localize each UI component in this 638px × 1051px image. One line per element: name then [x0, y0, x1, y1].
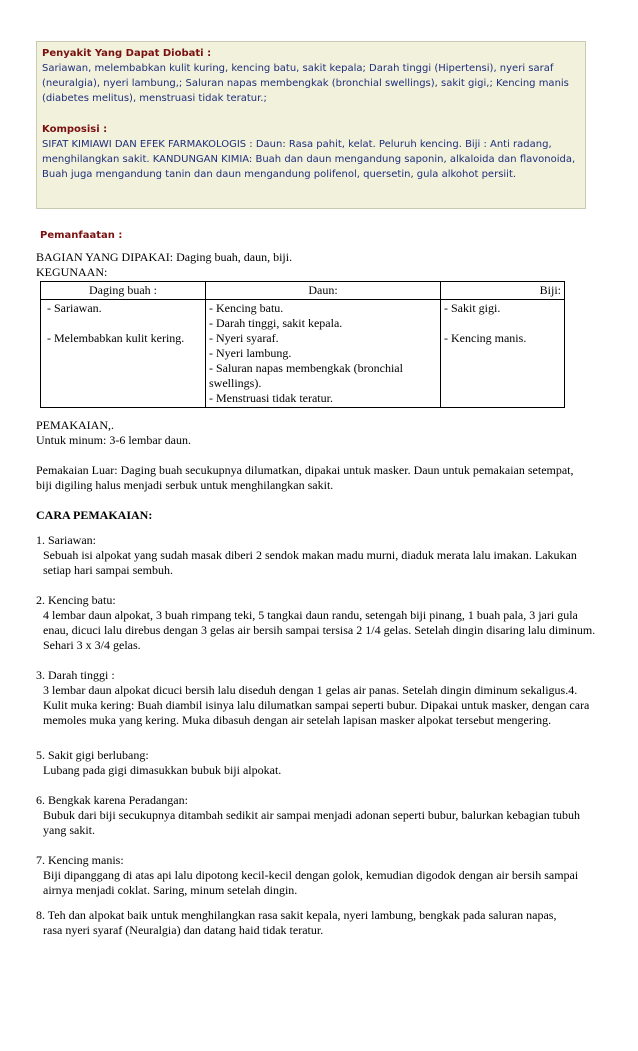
item-head: 8. Teh dan alpokat baik untuk menghilangkan rasa sakit kepala, nyeri lambung, bengkak pada saluran napas,	[36, 908, 557, 922]
table-header-cell: Daging buah :	[41, 282, 206, 300]
item-head: 5. Sakit gigi berlubang:	[36, 748, 149, 762]
item-head: 7. Kencing manis:	[36, 853, 124, 867]
penyakit-title: Penyakit Yang Dapat Diobati :	[42, 48, 212, 59]
item-head: 2. Kencing batu:	[36, 593, 116, 607]
item-head: 1. Sariawan:	[36, 533, 96, 547]
komposisi-text: SIFAT KIMIAWI DAN EFEK FARMAKOLOGIS : Daun: Rasa pahit, kelat. Peluruh kencing. Biji : Anti radang, menghilangkan sakit. KANDUNGAN KIMIA: Buah dan daun mengandung saponin, alkaloida dan flavonoida, Buah juga mengandung tanin dan daun mengandung polifenol, quersetin, gula alkohot persiit.	[42, 139, 576, 180]
item-body: 4 lembar daun alpokat, 3 buah rimpang teki, 5 tangkai daun randu, setengah biji pinang, 1 buah pala, 3 jari gula enau, dicuci lalu direbus dengan 3 gelas air bersih sampai tersisa 2 1/4 gelas. Setelah dingin disaring lalu diminum. Sehari 3 x 3/4 gelas.	[43, 608, 596, 652]
item-head: 3. Darah tinggi :	[36, 668, 115, 682]
table-cell-daging	[41, 300, 206, 408]
luar-text: Pemakaian Luar: Daging buah secukupnya dilumatkan, dipakai untuk masker. Daun untuk pemakaian setempat, biji digiling halus menjadi serbuk untuk menghilangkan sakit.	[36, 463, 574, 492]
cell-line: - Nyeri lambung.	[209, 346, 292, 360]
list-item	[36, 853, 596, 898]
table-cell-daun	[206, 300, 441, 408]
pemakaian-heading: PEMAKAIAN,.	[36, 418, 114, 432]
cell-line: - Nyeri syaraf.	[209, 331, 279, 345]
cell-line	[44, 316, 202, 331]
penyakit-section	[42, 46, 582, 106]
pemanfaatan-heading: Pemanfaatan :	[40, 230, 123, 241]
item-body: Bubuk dari biji secukupnya ditambah sedikit air sampai menjadi adonan seperti bubur, balurkan kebagian tubuh yang sakit.	[43, 808, 581, 837]
cell-line: - Sakit gigi.	[444, 301, 501, 315]
item-head: 6. Bengkak karena Peradangan:	[36, 793, 188, 807]
kegunaan-text: KEGUNAAN:	[36, 265, 108, 279]
kegunaan-table	[40, 281, 565, 408]
minum-text: Untuk minum: 3-6 lembar daun.	[36, 433, 191, 447]
table-header-cell: Daun:	[206, 282, 441, 300]
cell-line: - Sariawan.	[44, 301, 102, 315]
info-box	[36, 41, 586, 209]
cell-line: - Kencing manis.	[444, 331, 527, 345]
cell-line: - Menstruasi tidak teratur.	[209, 391, 333, 405]
cell-line: - Melembabkan kulit kering.	[44, 331, 185, 345]
komposisi-section	[42, 122, 582, 182]
item-body: rasa nyeri syaraf (Neuralgia) dan datang haid tidak teratur.	[43, 923, 324, 937]
item-body: Biji dipanggang di atas api lalu dipotong kecil-kecil dengan golok, kemudian digodok dengan air bersih sampai airnya menjadi coklat. Saring, minum setelah dingin.	[43, 868, 579, 897]
list-item	[36, 533, 596, 578]
table-header-cell: Biji:	[441, 282, 565, 300]
cell-line: - Saluran napas membengkak (bronchial swellings).	[209, 361, 406, 390]
table-cell-biji	[441, 300, 565, 408]
item-body: Lubang pada gigi dimasukkan bubuk biji alpokat.	[43, 763, 282, 777]
cara-heading: CARA PEMAKAIAN:	[36, 508, 153, 522]
item-body: Sebuah isi alpokat yang sudah masak diberi 2 sendok makan madu murni, diaduk merata lalu imakan. Lakukan setiap hari sampai sembuh.	[43, 548, 577, 577]
komposisi-title: Komposisi :	[42, 124, 108, 135]
list-item	[36, 908, 596, 938]
table-header-row	[41, 282, 565, 300]
list-item	[36, 793, 596, 838]
list-item	[36, 593, 596, 653]
bagian-text: BAGIAN YANG DIPAKAI: Daging buah, daun, biji.	[36, 250, 293, 264]
table-row	[41, 300, 565, 408]
penyakit-text: Sariawan, melembabkan kulit kuring, kencing batu, sakit kepala; Darah tinggi (Hipertensi), nyeri saraf (neuralgia), nyeri lambung,; Saluran napas membengkak (bronchial swellings), sakit gigi,; Kencing manis (diabetes melitus), menstruasi tidak teratur.;	[42, 63, 569, 104]
item-body: 3 lembar daun alpokat dicuci bersih lalu diseduh dengan 1 gelas air panas. Setelah dingin diminum sekaligus.4. Kulit muka kering: Buah diambil isinya lalu dilumatkan sampai seperti bubur. Dipakai untuk masker, dengan cara memoles muka yang kering. Muka dibasuh dengan air setelah lapisan masker alpokat tersebut mengering.	[43, 683, 590, 727]
list-item	[36, 748, 596, 778]
cell-line: - Darah tinggi, sakit kepala.	[209, 316, 343, 330]
cell-line: - Kencing batu.	[209, 301, 284, 315]
cell-line	[444, 316, 561, 331]
list-item	[36, 668, 596, 728]
